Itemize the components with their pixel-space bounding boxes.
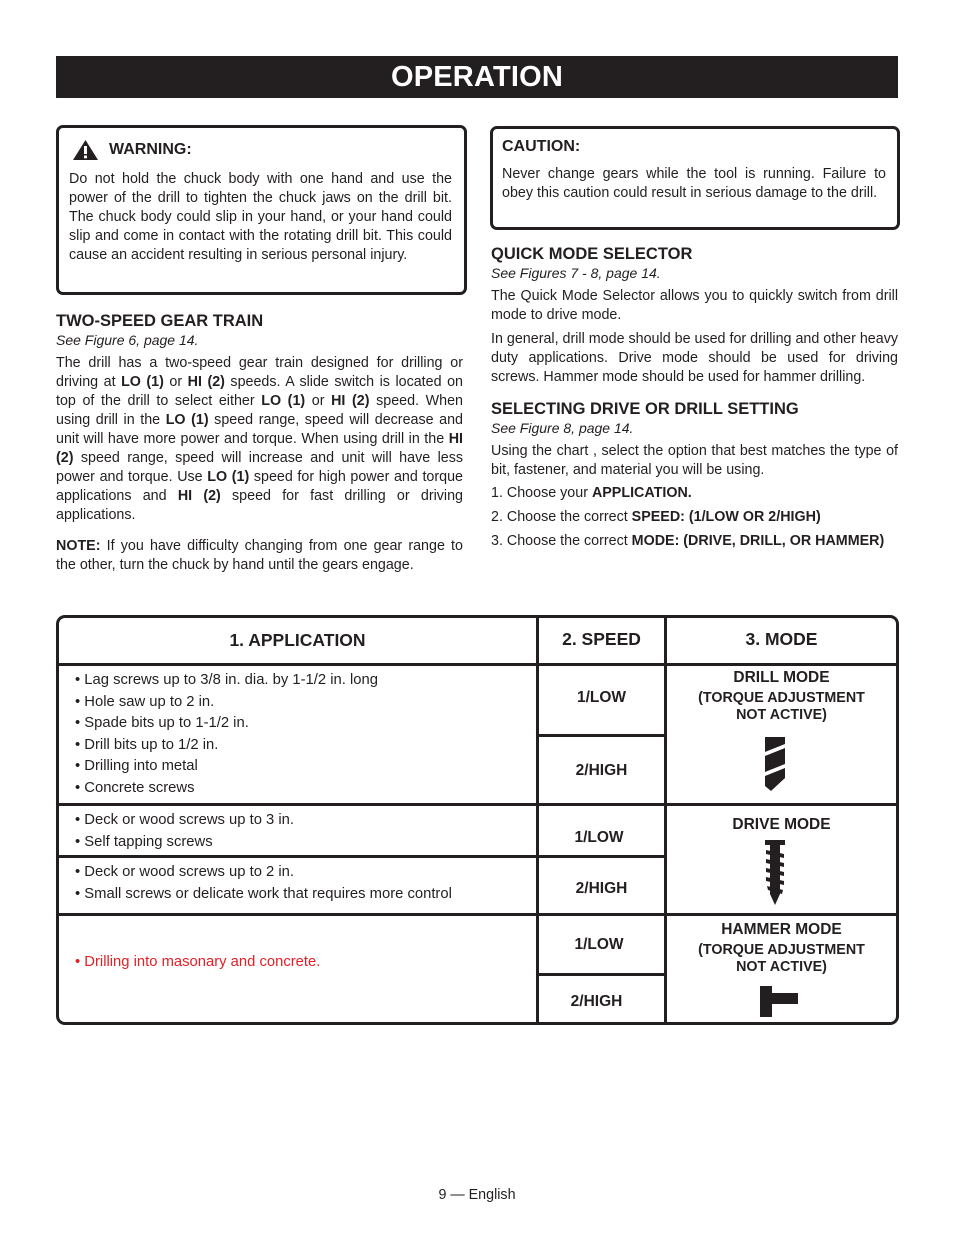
selecting-ref: See Figure 8, page 14. — [491, 420, 634, 436]
list-item: • Drilling into masonary and concrete. — [75, 954, 321, 970]
screw-icon — [764, 840, 786, 906]
list-item: • Deck or wood screws up to 2 in. — [75, 864, 295, 880]
settings-table — [56, 615, 899, 1025]
drive-mode-label: DRIVE MODE — [732, 816, 831, 833]
warning-body: Do not hold the chuck body with one hand and use the power of the drill to tighten the chuck jaws on the drill bit. The chuck body could slip in your hand, or your hand could slip and come in contact with the rotating drill bit. This could cause an accident resulting in serious personal injury. — [69, 171, 452, 263]
selecting-p1: Using the chart , select the option that best matches the type of bit, fastener, and material you will be using. — [491, 443, 898, 478]
hammer-mode-cell — [667, 921, 896, 976]
header-mode: 3. MODE — [745, 629, 818, 649]
gear-train-note: NOTE: If you have difficulty changing from one gear range to the other, turn the chuck by hand until the gears engage. — [56, 538, 463, 573]
list-item: • Hole saw up to 2 in. — [75, 693, 215, 710]
warning-box — [56, 125, 467, 295]
speed-high: 2/HIGH — [570, 993, 623, 1010]
drill-mode-cell — [667, 669, 896, 724]
quick-mode-heading: QUICK MODE SELECTOR — [491, 245, 693, 263]
caution-box — [490, 126, 900, 230]
gear-train-heading: TWO-SPEED GEAR TRAIN — [56, 312, 264, 330]
list-item: • Drilling into metal — [75, 758, 198, 774]
mode-selector-section — [491, 244, 898, 551]
torque-note: (TORQUE ADJUSTMENT — [698, 690, 865, 706]
gear-train-section — [56, 311, 463, 575]
list-item: • Small screws or delicate work that requires more control — [75, 885, 452, 902]
application-group-drill — [75, 670, 525, 799]
application-group-drive-control — [75, 862, 525, 905]
page-title: OPERATION — [56, 56, 898, 98]
gear-train-paragraph: The drill has a two-speed gear train designed for drilling or driving at LO (1) or HI (2) speeds. A slide switch is located on top of the drill to select either LO (1) or HI (2) speed. When using drill in the LO (1) speed range, speed will decrease and unit will have more power and torque. When using drill in the HI (2) speed range, speed will increase and unit will have less power and torque. Use LO (1) speed for high power and torque applications and HI (2) speed for fast drilling or driving applications. — [56, 355, 463, 523]
caution-title: CAUTION: — [502, 138, 581, 155]
warning-title: WARNING: — [109, 141, 192, 158]
list-item: • Drill bits up to 1/2 in. — [75, 736, 219, 753]
drill-bit-icon — [765, 736, 787, 792]
hammer-icon — [759, 986, 801, 1018]
torque-note: NOT ACTIVE) — [736, 707, 827, 723]
quick-mode-ref: See Figures 7 - 8, page 14. — [491, 265, 661, 281]
drill-mode-label: DRILL MODE — [733, 669, 830, 686]
hammer-mode-label: HAMMER MODE — [721, 921, 842, 938]
header-speed: 2. SPEED — [562, 629, 641, 649]
speed-low: 1/LOW — [574, 936, 624, 953]
step-3: 3. Choose the correct MODE: (DRIVE, DRILL, OR HAMMER) — [491, 533, 885, 549]
speed-high: 2/HIGH — [575, 880, 628, 897]
list-item: • Self tapping screws — [75, 833, 213, 850]
speed-low: 1/LOW — [574, 829, 624, 846]
step-1: 1. Choose your APPLICATION. — [491, 485, 692, 501]
quick-mode-p1: The Quick Mode Selector allows you to quickly switch from drill mode to drive mode. — [491, 288, 898, 323]
list-item: • Lag screws up to 3/8 in. dia. by 1-1/2 in. long — [75, 672, 378, 688]
list-item: • Concrete screws — [75, 779, 195, 796]
selecting-heading: SELECTING DRIVE OR DRILL SETTING — [491, 400, 799, 418]
application-group-hammer — [75, 952, 525, 974]
speed-high: 2/HIGH — [575, 762, 628, 779]
list-item: • Deck or wood screws up to 3 in. — [75, 812, 295, 828]
torque-note: (TORQUE ADJUSTMENT — [698, 942, 865, 958]
warning-triangle-icon — [72, 139, 99, 161]
speed-low: 1/LOW — [576, 689, 627, 706]
application-group-drive-high — [75, 810, 525, 853]
caution-body: Never change gears while the tool is running. Failure to obey this caution could result in serious damage to the drill. — [502, 166, 886, 201]
torque-note: NOT ACTIVE) — [736, 959, 827, 975]
quick-mode-p2: In general, drill mode should be used for drilling and other heavy duty applications. Drive mode should be used for driving screws. Hammer mode should be used for hammer drilling. — [491, 331, 898, 385]
gear-train-ref: See Figure 6, page 14. — [56, 332, 199, 348]
page-footer: 9 — English — [438, 1187, 516, 1203]
list-item: • Spade bits up to 1-1/2 in. — [75, 715, 249, 731]
header-application: 1. APPLICATION — [229, 630, 366, 650]
step-2: 2. Choose the correct SPEED: (1/LOW OR 2/HIGH) — [491, 509, 821, 525]
